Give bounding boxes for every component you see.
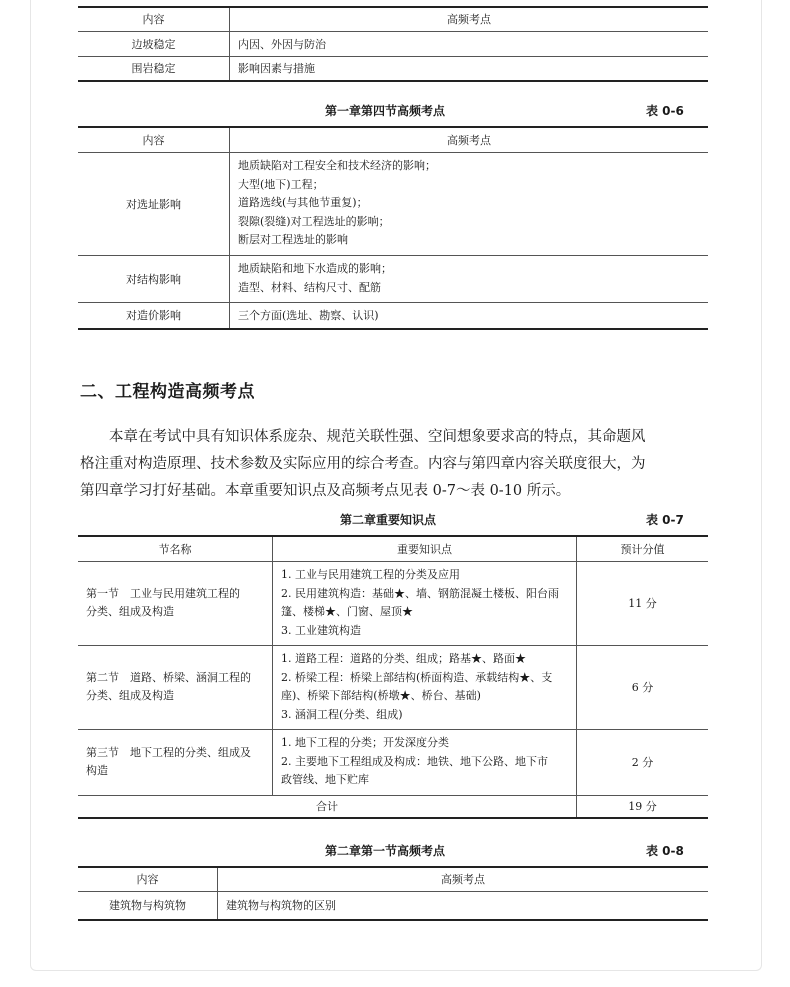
score-cell: 2 分 [631,756,654,769]
table-0-7 [78,535,708,819]
table-0-8-caption: 第二章第一节高频考点 [325,844,446,858]
table-0-7-number: 表 0-7 [646,513,684,527]
knowledge-line: 3. 涵洞工程(分类、组成) [281,707,403,721]
keypoint-line: 道路选线(与其他节重复)； [238,196,368,210]
table-row [78,891,708,920]
table-row [78,56,708,81]
table-header-row [78,536,708,561]
table-row [78,255,708,302]
table-header-row [78,867,708,891]
header-cell-keypoints: 高频考点 [447,133,491,147]
knowledge-line: 政管线、地下贮库 [281,773,369,787]
row-name: 对选址影响 [78,152,230,255]
keypoint-line: 造型、材料、结构尺寸、配筋 [238,280,381,294]
knowledge-line: 3. 工业建筑构造 [281,623,361,637]
section-name-line: 第一节 工业与民用建筑工程的 [86,586,240,600]
row-keypoint: 内因、外因与防治 [238,37,326,51]
table-0-6 [78,126,708,330]
paragraph-line: 格注重对构造原理、技术参数及实际应用的综合考查。内容与第四章内容关联度很大，为 [80,456,646,472]
row-name: 围岩稳定 [78,56,230,81]
knowledge-line: 座)、桥梁下部结构(桥墩★、桥台、基础) [281,689,481,702]
knowledge-points [273,645,577,729]
knowledge-line: 篷、楼梯★、门窗、屋顶★ [281,605,413,618]
header-cell-points: 重要知识点 [273,536,577,561]
row-name: 对结构影响 [78,255,230,302]
row-keypoint: 三个方面(选址、勘察、认识) [238,309,379,323]
row-name: 建筑物与构筑物 [78,891,218,920]
total-row [78,795,708,818]
section-name [78,729,273,795]
total-score: 19 分 [628,800,657,814]
table-row [78,645,708,729]
section-name-line: 构造 [86,764,108,777]
section-name [78,561,273,645]
table-header-row [78,127,708,152]
table-row [78,561,708,645]
header-cell-content: 内容 [78,127,230,152]
knowledge-points [273,561,577,645]
paragraph-line: 本章在考试中具有知识体系庞杂、规范关联性强、空间想象要求高的特点，其命题风 [80,429,646,445]
row-name: 对造价影响 [78,302,230,329]
keypoint-line: 断层对工程选址的影响 [238,233,348,247]
table-row [78,152,708,255]
keypoint-line: 地质缺陷和地下水造成的影响； [238,262,392,275]
header-cell-content: 内容 [78,867,218,891]
knowledge-line: 2. 主要地下工程组成及构成：地铁、地下公路、地下市 [281,754,548,768]
score-cell: 6 分 [631,681,654,694]
knowledge-points [273,729,577,795]
row-keypoint: 建筑物与构筑物的区别 [226,899,336,913]
header-cell-section: 节名称 [78,536,273,561]
table-0-7-caption: 第二章重要知识点 [340,513,437,527]
table-row [78,31,708,56]
section-name-line: 分类、组成及构造 [86,605,174,618]
section-name-line: 第三节 地下工程的分类、组成及 [86,745,251,759]
header-cell-content: 内容 [78,7,230,31]
row-name: 边坡稳定 [78,31,230,56]
row-keypoints [230,152,709,255]
header-cell-keypoints: 高频考点 [447,13,491,27]
section-heading: 二、工程构造高频考点 [80,382,255,402]
knowledge-line: 2. 民用建筑构造：基础★、墙、钢筋混凝土楼板、阳台雨 [281,586,559,600]
score-cell: 11 分 [628,597,657,610]
row-keypoints [230,255,709,302]
section-name-line: 第二节 道路、桥梁、涵洞工程的 [86,670,251,684]
table-0-8 [78,866,708,921]
header-cell-keypoints: 高频考点 [441,873,485,887]
header-cell-score: 预计分值 [620,542,665,556]
keypoint-line: 裂隙(裂缝)对工程选址的影响； [238,214,390,228]
knowledge-line: 1. 地下工程的分类；开发深度分类 [281,736,449,750]
intro-paragraph [80,424,710,505]
table-0-6-caption: 第一章第四节高频考点 [325,104,446,118]
table-0-6-number: 表 0-6 [646,104,684,118]
table-row [78,729,708,795]
knowledge-line: 2. 桥梁工程：桥梁上部结构(桥面构造、承载结构★、支 [281,670,553,684]
table-row [78,302,708,329]
row-keypoint: 影响因素与措施 [238,62,315,76]
knowledge-line: 1. 道路工程：道路的分类、组成；路基★、路面★ [281,652,526,665]
total-label: 合计 [78,795,577,818]
keypoint-line: 大型(地下)工程； [238,177,324,191]
table-header-row [78,7,708,31]
table-0-8-number: 表 0-8 [646,844,684,858]
paragraph-line: 第四章学习打好基础。本章重要知识点及高频考点见表 0-7～表 0-10 所示。 [80,483,571,499]
table-0-5 [78,6,708,82]
knowledge-line: 1. 工业与民用建筑工程的分类及应用 [281,568,460,581]
keypoint-line: 地质缺陷对工程安全和技术经济的影响； [238,159,436,173]
section-name [78,645,273,729]
section-name-line: 分类、组成及构造 [86,689,174,702]
